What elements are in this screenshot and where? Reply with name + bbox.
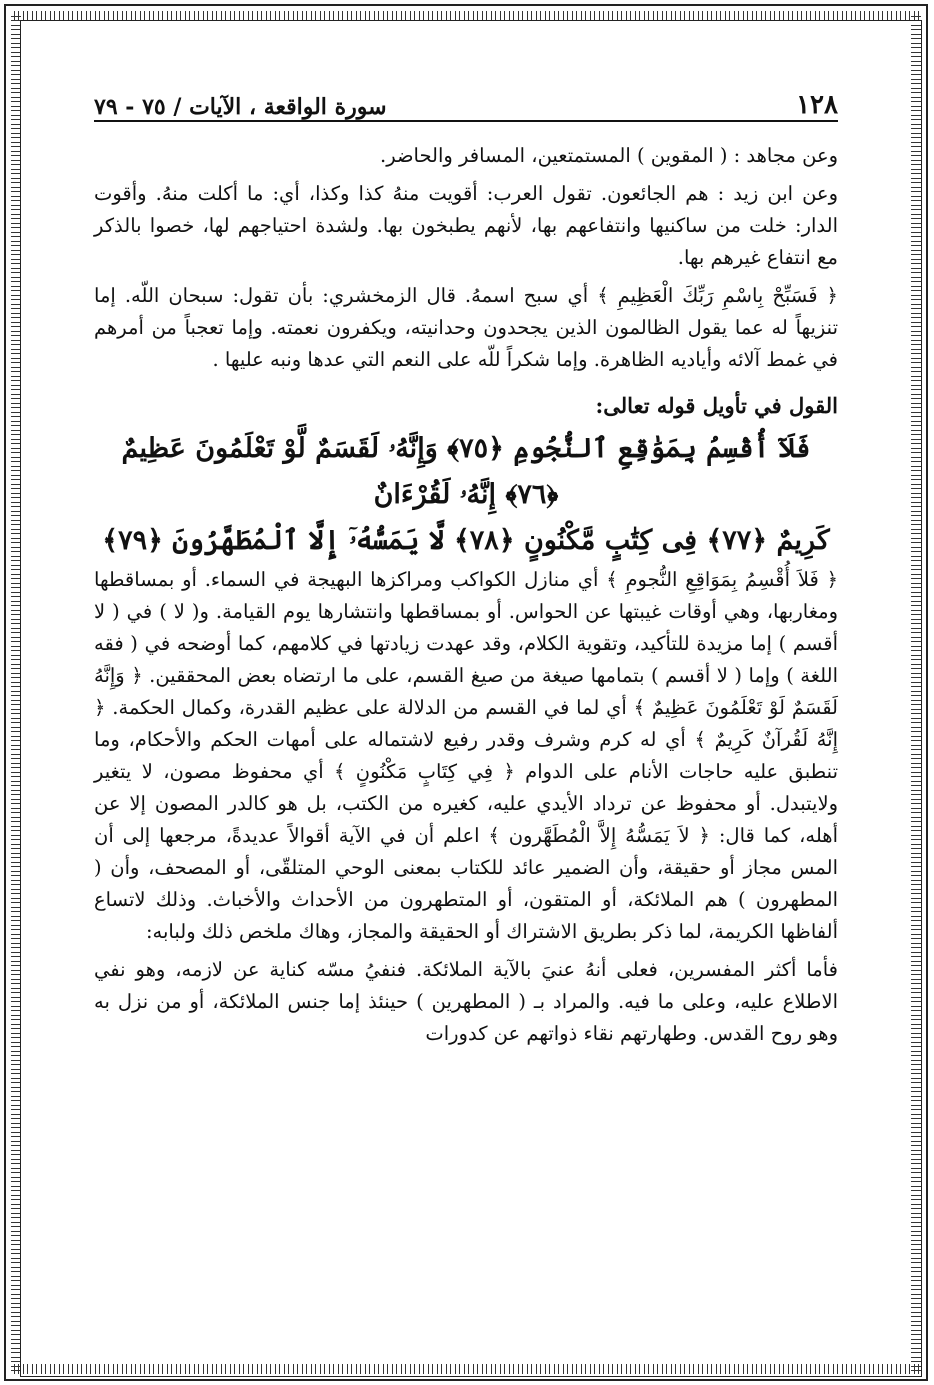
page-body	[94, 140, 838, 1050]
paragraph-ibn-zayd: وعن ابن زيد : هم الجائعون. تقول العرب: أقويت منهُ كذا وكذا، أي: ما أكلت منهُ. وأقوت الدار: خلت من ساكنيها وانتفاعهم بها، لأنهم يطبخون بها. ولشدة احتياجهم لها، خصوا بالذكر مع انتفاع غيرهم بها.	[94, 182, 838, 269]
running-title: سورة الواقعة ، الآيات / ٧٥ - ٧٩	[94, 94, 387, 120]
section-heading: القول في تأويل قوله تعالى:	[595, 393, 838, 418]
paragraph-commentary: ﴿ فَلاَ أُقْسِمُ بِمَوَاقِعِ النُّجومِ ﴾ أي منازل الكواكب ومراكزها البهيجة في السماء. أو بمساقطها ومغاربها، وهي أوقات غيبتها عن الحواس. أو بمساقطها وانتشارها يوم القيامة. و( لا ) في ( لا أقسم ) إما مزيدة للتأكيد، وتقوية الكلام، وقد عهدت زيادتها في كلامهم، كما أوضحه في ( فقه اللغة ) وإما ( لا أقسم ) بتمامها صيغة من صيغ القسم، على ما ارتضاه بعض المحققين. ﴿ وَإِنَّهُ لَقَسَمٌ لَوْ تَعْلَمُونَ عَظِيمٌ ﴾ أي لما في القسم من الدلالة على عظيم القدرة، وكمال الحكمة. ﴿ إِنَّهُ لَقُرآنٌ كَرِيمٌ ﴾ أي له كرم وشرف وقدر رفيع لاشتماله على أمهات الحكم والأحكام، وما تنطبق عليه حاجات الأنام على الدوام ﴿ فِي كِتَابٍ مَكْنُونٍ ﴾ أي محفوظ مصون، لا يتغير ولايتبدل. أو محفوظ عن ترداد الأيدي عليه، كغيره من الكتب، بل هو كالدر المصون إلا عن أهله، كما قال: ﴿ لاَ يَمَسُّهُ إِلاَّ الْمُطَهَّرون ﴾ اعلم أن في الآية أقوالاً عديدةً، مرجعها إلى أن المس مجاز أو حقيقة، وأن الضمير عائد للكتاب بمعنى الوحي المتلقّى، أو المصحف، وأن ( المطهرون ) هم الملائكة، أو المتقون، أو المتطهرون من الأحداث والأخباث. وذلك لاتساع ألفاظها الكريمة، لما ذكر بطريق الاشتراك أو الحقيقة والمجاز، وهاك ملخص ذلك ولبابه:	[94, 568, 838, 943]
paragraph-mufassirin: فأما أكثر المفسرين، فعلى أنهُ عنيَ بالآية الملائكة. فنفيُ مسّه كناية عن لازمه، وهو نفي الاطلاع عليه، وعلى ما فيه. والمراد بـ ( المطهرين ) حينئذ إما جنس الملائكة، أو من نزل به وهو روح القدس. وطهارتهم نقاء ذواتهم عن كدورات	[94, 958, 838, 1045]
quran-line-2: كَرِيمٌ ﴿٧٧﴾ فِى كِتَٰبٍ مَّكْنُونٍ ﴿٧٨﴾ لَّا يَمَسُّهُۥٓ إِلَّا ٱلْمُطَهَّرُونَ ﴿٧٩﴾	[102, 525, 830, 556]
quran-verses	[94, 426, 838, 564]
page-header	[94, 68, 838, 122]
page-content	[94, 68, 838, 1056]
paragraph-mujahid: وعن مجاهد : ( المقوين ) المستمتعين، المسافر والحاضر.	[380, 144, 838, 167]
page-number: ١٢٨	[796, 90, 838, 120]
quran-line-1: فَلَآ أُقْسِمُ بِمَوَٰقِعِ ٱلنُّجُومِ ﴿٧٥﴾ وَإِنَّهُۥ لَقَسَمٌ لَّوْ تَعْلَمُونَ عَظِيمٌ ﴿٧٦﴾ إِنَّهُۥ لَقُرْءَانٌ	[121, 433, 811, 510]
paragraph-tasbih: ﴿ فَسَبِّحْ بِاسْمِ رَبِّكَ الْعَظِيمِ ﴾ أي سبح اسمهُ. قال الزمخشري: بأن تقول: سبحان اللّه. إما تنزيهاً له عما يقول الظالمون الذين يجحدون وحدانيته، ويكفرون نعمته. وإما تعجباً من أمرهم في غمط آلائه وأياديه الظاهرة. وإما شكراً للّه على النعم التي عدها ونبه عليها .	[94, 284, 838, 371]
